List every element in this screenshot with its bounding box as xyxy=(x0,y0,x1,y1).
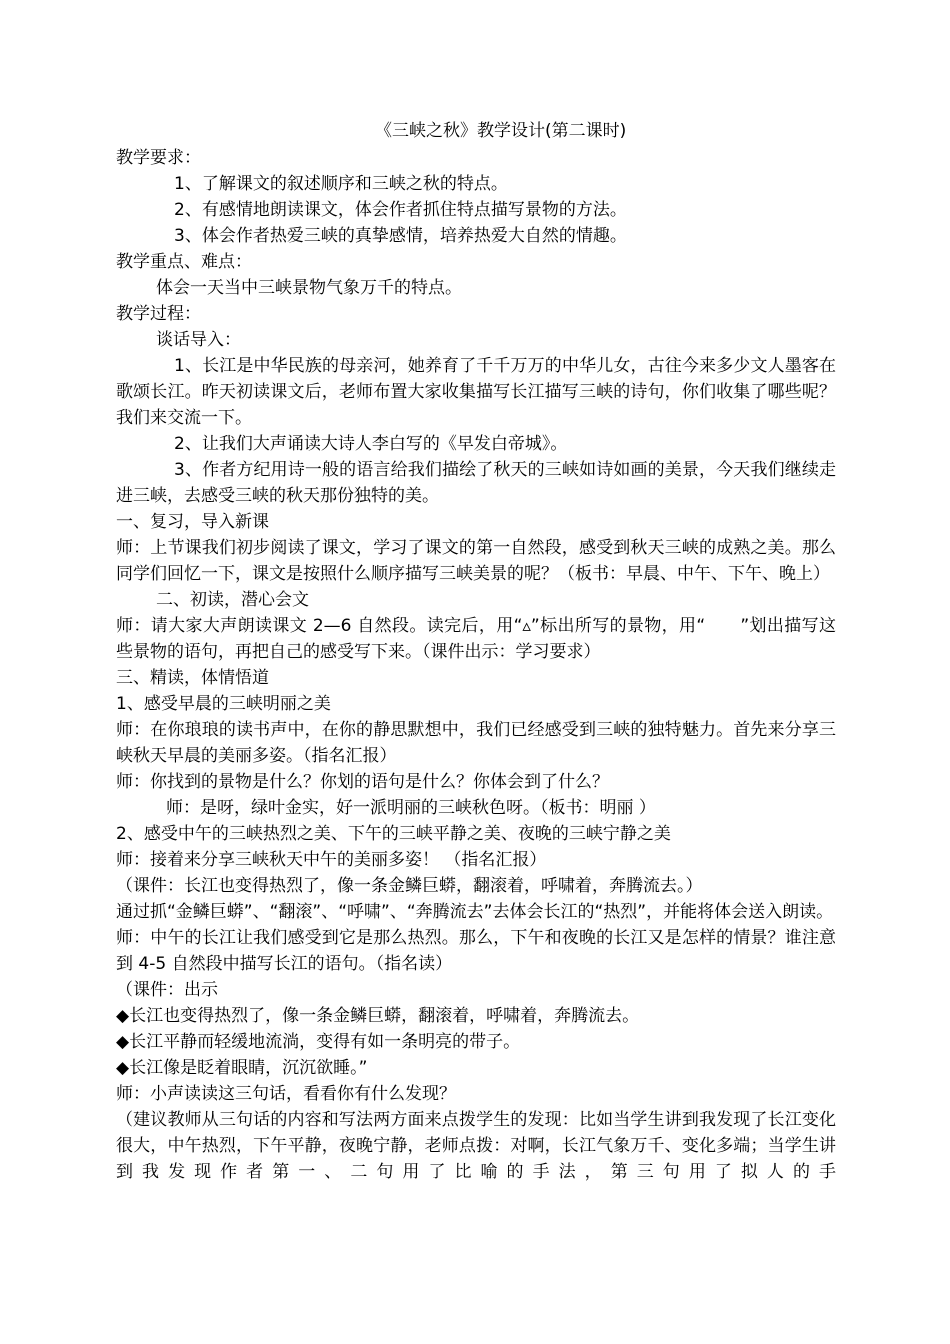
discover-question-line: 师：小声读读这三句话，看看你有什么发现？ xyxy=(116,1084,456,1104)
document-title: 《三峡之秋》教学设计(第二课时) xyxy=(375,121,627,141)
intro-paragraph-1: 1、长江是中华民族的母亲河，她养育了千千万万的中华儿女，古往今来多少文人墨客在歌颂长江。昨天初读课文后，老师布置大家收集描写长江描写三峡的诗句，你们收集了哪些呢？我们来交流一下。 xyxy=(116,356,836,428)
review-paragraph: 师：上节课我们初步阅读了课文，学习了课文的第一自然段，感受到秋天三峡的成熟之美。那么同学们回忆一下，课文是按照什么顺序描写三峡美景的呢？（板书：早晨、中午、下午、晚上） xyxy=(116,538,836,584)
section-heading-key-points: 教学重点、难点： xyxy=(116,252,252,272)
afternoon-night-paragraph: 师：中午的长江让我们感受到它是那么热烈。那么，下午和夜晚的长江又是怎样的情景？谁注意到 4-5 自然段中描写长江的语句。（指名读） xyxy=(116,928,836,974)
section-heading-requirements: 教学要求： xyxy=(116,148,201,168)
teacher-suggestion-paragraph: （建议教师从三句话的内容和写法两方面来点拨学生的发现：比如当学生讲到我发现了长江变化很大，中午热烈，下午平静，夜晚宁静，老师点拨：对啊，长江气象万千、变化多端；当学生讲到我发现作者第一、二句用了比喻的手法，第三句用了拟人的手 xyxy=(116,1110,836,1182)
section-heading-close-reading: 三、精读，体情悟道 xyxy=(116,668,269,688)
courseware-line: （课件：长江也变得热烈了，像一条金鳞巨蟒，翻滚着，呼啸着，奔腾流去。） xyxy=(116,876,703,896)
intro-paragraph-3: 3、作者方纪用诗一般的语言给我们描绘了秋天的三峡如诗如画的美景，今天我们继续走进三峡，去感受三峡的秋天那份独特的美。 xyxy=(116,460,836,506)
section-heading-review: 一、复习，导入新课 xyxy=(116,512,269,532)
section-heading-process: 教学过程： xyxy=(116,304,201,324)
first-reading-paragraph: 师：请大家大声朗读课文 2—6 自然段。读完后，用“▵”标出所写的景物，用“ ”划出描写这些景物的语句，再把自己的感受写下来。（课件出示：学习要求） xyxy=(116,616,836,662)
requirement-item-2: 2、有感情地朗读课文，体会作者抓住特点描写景物的方法。 xyxy=(174,200,627,220)
subheading-morning: 1、感受早晨的三峡明丽之美 xyxy=(116,694,331,714)
requirement-item-1: 1、了解课文的叙述顺序和三峡之秋的特点。 xyxy=(174,174,508,194)
intro-heading: 谈话导入： xyxy=(156,330,241,350)
question-line: 师：你找到的景物是什么？你划的语句是什么？你体会到了什么？ xyxy=(116,772,609,792)
bullet-sentence-1: ◆长江也变得热烈了，像一条金鳞巨蟒，翻滚着，呼啸着，奔腾流去。 xyxy=(116,1006,640,1026)
morning-paragraph: 师：在你琅琅的读书声中，在你的静思默想中，我们已经感受到三峡的独特魅力。首先来分享三峡秋天早晨的美丽多姿。（指名汇报） xyxy=(116,720,836,766)
noon-share-line: 师：接着来分享三峡秋天中午的美丽多姿！ （指名汇报） xyxy=(116,850,547,870)
section-heading-first-reading: 二、初读，潜心会文 xyxy=(156,590,309,610)
bullet-sentence-3: ◆长江像是眨着眼睛，沉沉欲睡。” xyxy=(116,1058,368,1078)
courseware-show-line: （课件：出示 xyxy=(116,980,218,1000)
document-body xyxy=(116,145,836,1185)
subheading-noon-afternoon-night: 2、感受中午的三峡热烈之美、下午的三峡平静之美、夜晚的三峡宁静之美 xyxy=(116,824,671,844)
bullet-sentence-2: ◆长江平静而轻缓地流淌，变得有如一条明亮的带子。 xyxy=(116,1032,521,1052)
requirement-item-3: 3、体会作者热爱三峡的真挚感情，培养热爱大自然的情趣。 xyxy=(174,226,627,246)
teacher-response-line: 师：是呀，绿叶金实，好一派明丽的三峡秋色呀。（板书：明丽 ） xyxy=(166,798,656,818)
key-point-text: 体会一天当中三峡景物气象万千的特点。 xyxy=(156,278,462,298)
intro-paragraph-2: 2、让我们大声诵读大诗人李白写的《早发白帝城》。 xyxy=(174,434,568,454)
word-analysis-paragraph: 通过抓“金鳞巨蟒”、“翻滚”、“呼啸”、“奔腾流去”去体会长江的“热烈”，并能将体会送入朗读。 xyxy=(116,902,834,922)
